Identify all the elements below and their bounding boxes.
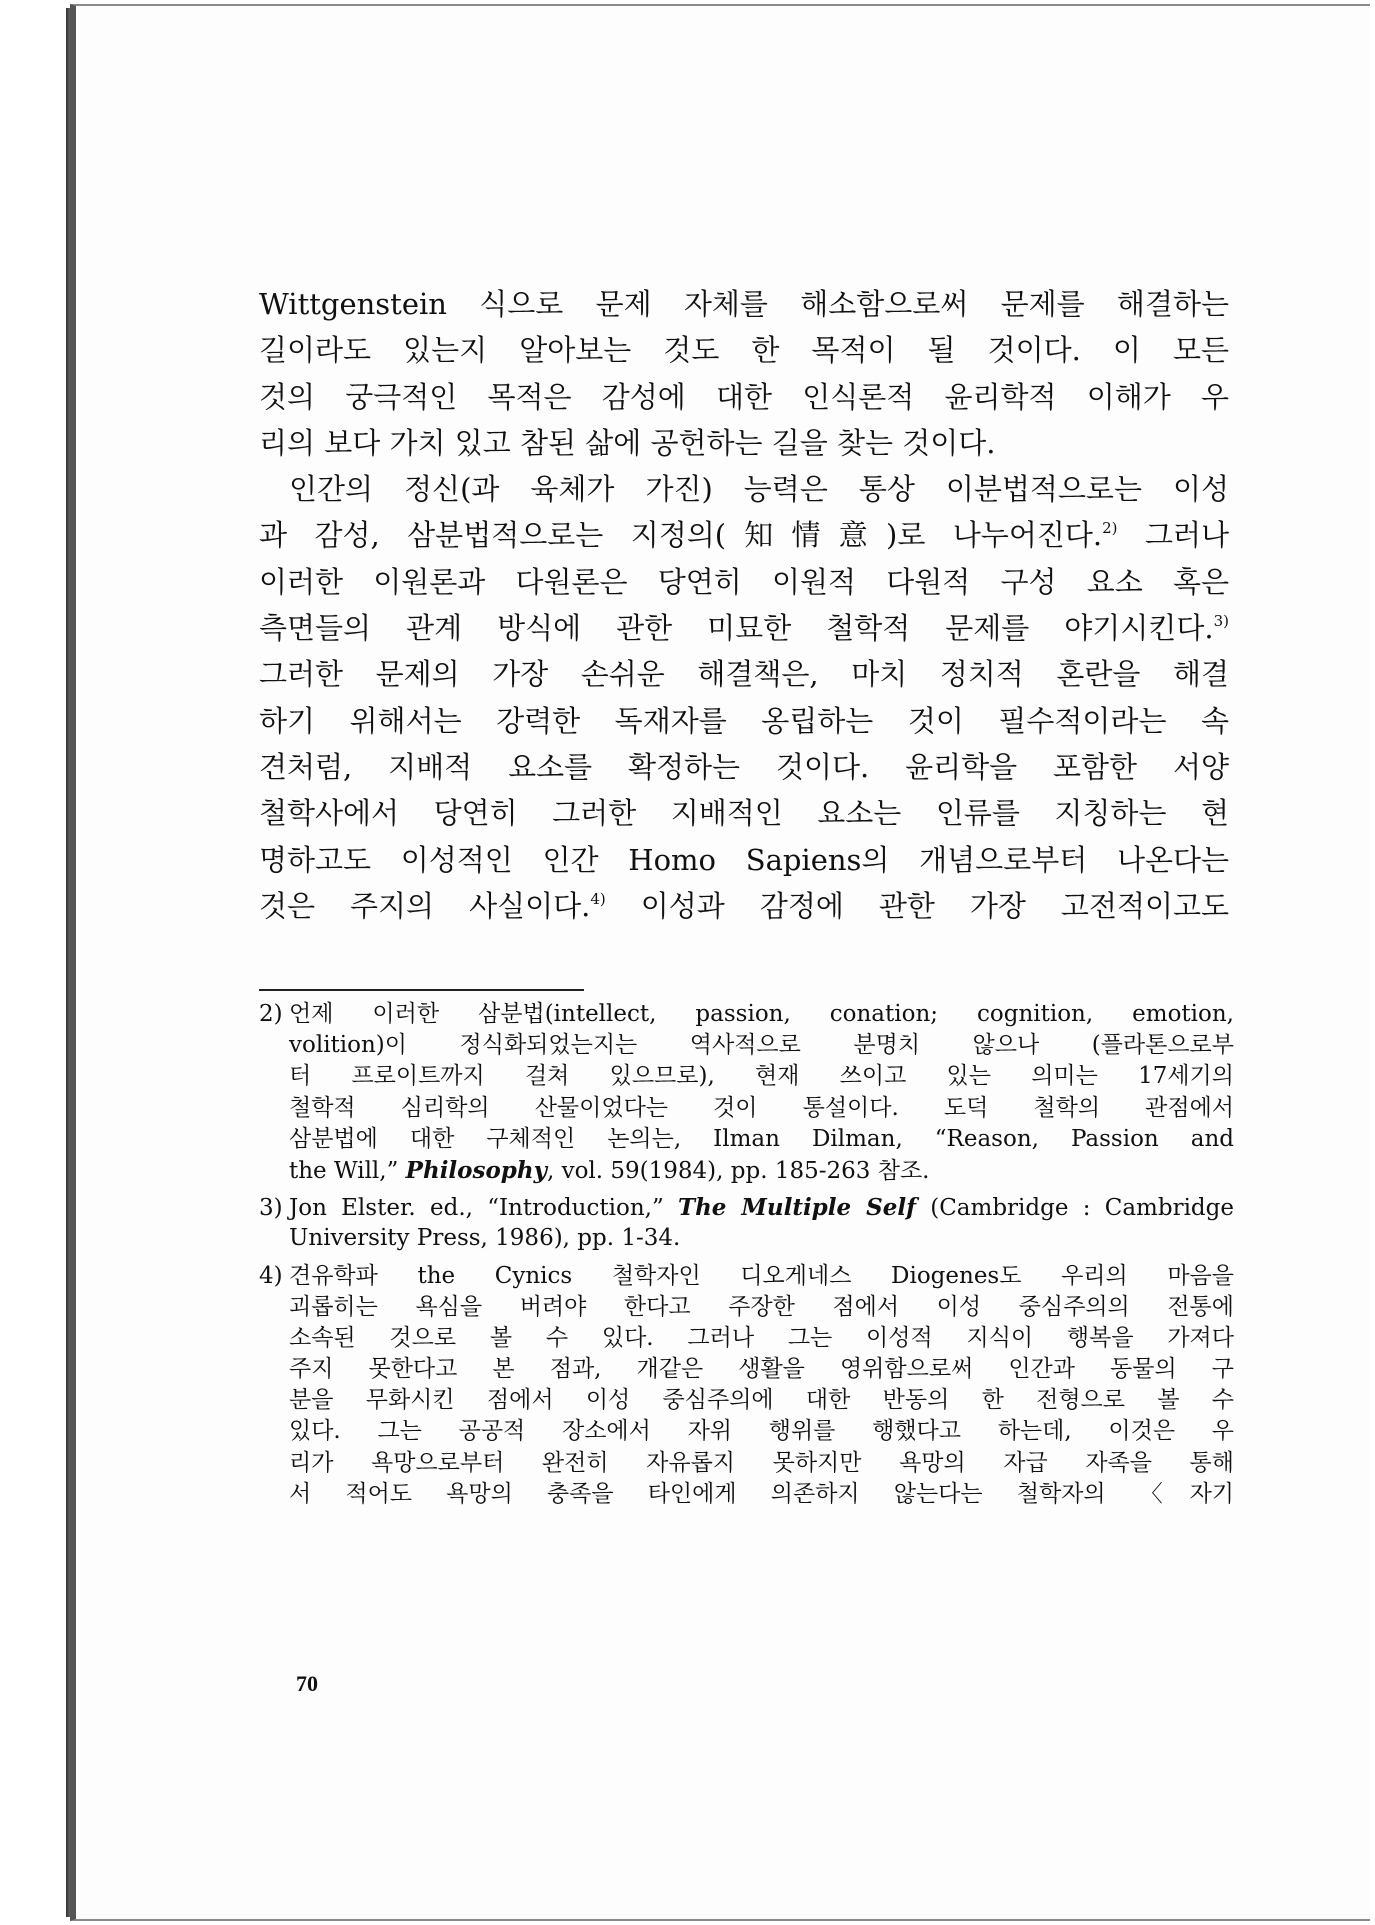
footnote-text: 견유학파 the Cynics 철학자인 디오게네스 Diogenes도 우리의 마음을 <box>289 1262 1234 1289</box>
footnote-line <box>259 999 1234 1030</box>
footnote-line <box>259 1192 1234 1223</box>
body-line: 길이라도 있는지 알아보는 것도 한 목적이 될 것이다. 이 모든 <box>259 333 1229 368</box>
body-line-text: 과 감성, 삼분법적으로는 지정의(知情意)로 나누어진다. <box>259 518 1103 553</box>
book-title: The Multiple Self <box>677 1194 916 1222</box>
body-line: 그러한 문제의 가장 손쉬운 해결책은, 마치 정치적 혼란을 해결 <box>259 657 1229 692</box>
body-line: 철학사에서 당연히 그러한 지배적인 요소는 인류를 지칭하는 현 <box>259 796 1229 831</box>
footnote-text: the Will,” <box>289 1157 399 1184</box>
body-line: 명하고도 이성적인 인간 Homo Sapiens의 개념으로부터 나온다는 <box>259 842 1229 877</box>
body-line <box>259 883 1229 929</box>
body-line: 견처럼, 지배적 요소를 확정하는 것이다. 윤리학을 포함한 서양 <box>259 749 1229 784</box>
footnote-line <box>259 1261 1234 1292</box>
body-line: 것의 궁극적인 목적은 감성에 대한 인식론적 윤리학적 이해가 우 <box>259 379 1229 414</box>
body-line: 인간의 정신(과 육체가 가진) 능력은 통상 이분법적으로는 이성 <box>289 472 1229 507</box>
body-line-text: 그러나 <box>1144 518 1229 553</box>
body-line-text: 이성과 감정에 관한 가장 고전적이고도 <box>640 888 1230 923</box>
footnote-text: , vol. 59(1984), pp. 185-263 참조. <box>546 1157 930 1184</box>
footnote-text: Jon Elster. ed., “Introduction,” <box>289 1195 664 1222</box>
footnotes <box>259 999 1234 1516</box>
footnote-number: 2) <box>259 1001 283 1027</box>
footnote-line: 주지 못한다고 본 점과, 개같은 생활을 영위함으로써 인간과 동물의 구 <box>289 1356 1234 1383</box>
footnote-2 <box>259 999 1234 1186</box>
footnote-text: 언제 이러한 삼분법(intellect, passion, conation; cognition, emotion, <box>289 1001 1234 1027</box>
body-line: 이러한 이원론과 다원론은 당연히 이원적 다원적 구성 요소 혹은 <box>259 564 1229 599</box>
footnote-line: 리가 욕망으로부터 완전히 자유롭지 못하지만 욕망의 자급 자족을 통해 <box>289 1449 1234 1476</box>
footnote-line: 터 프로이트까지 걸쳐 있으므로), 현재 쓰이고 있는 의미는 17세기의 <box>289 1063 1234 1090</box>
footnote-number: 4) <box>259 1262 283 1289</box>
footnote-line: 괴롭히는 욕심을 버려야 한다고 주장한 점에서 이성 중심주의의 전통에 <box>289 1293 1234 1320</box>
body-line <box>259 512 1229 558</box>
body-line: Wittgenstein 식으로 문제 자체를 해소함으로써 문제를 해결하는 <box>259 287 1229 321</box>
footnote-line: University Press, 1986), pp. 1-34. <box>289 1225 681 1252</box>
body-line: 리의 보다 가치 있고 참된 삶에 공헌하는 길을 찾는 것이다. <box>259 425 996 460</box>
footnote-line: volition)이 정식화되었는지는 역사적으로 분명치 않으나 (플라톤으로부 <box>289 1032 1234 1059</box>
footnote-line: 있다. 그는 공공적 장소에서 자위 행위를 행했다고 하는데, 이것은 우 <box>289 1418 1234 1445</box>
page-number: 70 <box>296 1671 318 1696</box>
footnote-ref: 4) <box>590 889 606 908</box>
footnote-line: 소속된 것으로 볼 수 있다. 그러나 그는 이성적 지식이 행복을 가져다 <box>289 1324 1234 1351</box>
footnote-number: 3) <box>259 1195 283 1222</box>
footnote-line: 철학적 심리학의 산물이었다는 것이 통설이다. 도덕 철학의 관점에서 <box>289 1094 1234 1121</box>
footnote-3 <box>259 1192 1234 1254</box>
journal-title: Philosophy <box>405 1156 547 1184</box>
footnote-line: 삼분법에 대한 구체적인 논의는, Ilman Dilman, “Reason, Passion and <box>289 1125 1234 1152</box>
body-line-text: 측면들의 관계 방식에 관한 미묘한 철학적 문제를 야기시킨다. <box>259 611 1214 646</box>
body-line-text: 것은 주지의 사실이다. <box>259 888 591 923</box>
footnote-ref: 2) <box>1102 519 1118 538</box>
footnote-line <box>259 1155 1234 1186</box>
body-line: 하기 위해서는 강력한 독재자를 옹립하는 것이 필수적이라는 속 <box>259 703 1229 738</box>
body-line <box>259 605 1229 651</box>
footnote-4 <box>259 1261 1234 1511</box>
footnote-ref: 3) <box>1213 612 1229 631</box>
footnote-separator <box>259 989 584 991</box>
footnote-line: 분을 무화시킨 점에서 이성 중심주의에 대한 반동의 한 전형으로 볼 수 <box>289 1387 1234 1414</box>
footnote-text: (Cambridge : Cambridge <box>930 1195 1234 1222</box>
body-text <box>259 281 1229 929</box>
footnote-line: 서 적어도 욕망의 충족을 타인에게 의존하지 않는다는 철학자의 〈자기 <box>289 1480 1234 1507</box>
